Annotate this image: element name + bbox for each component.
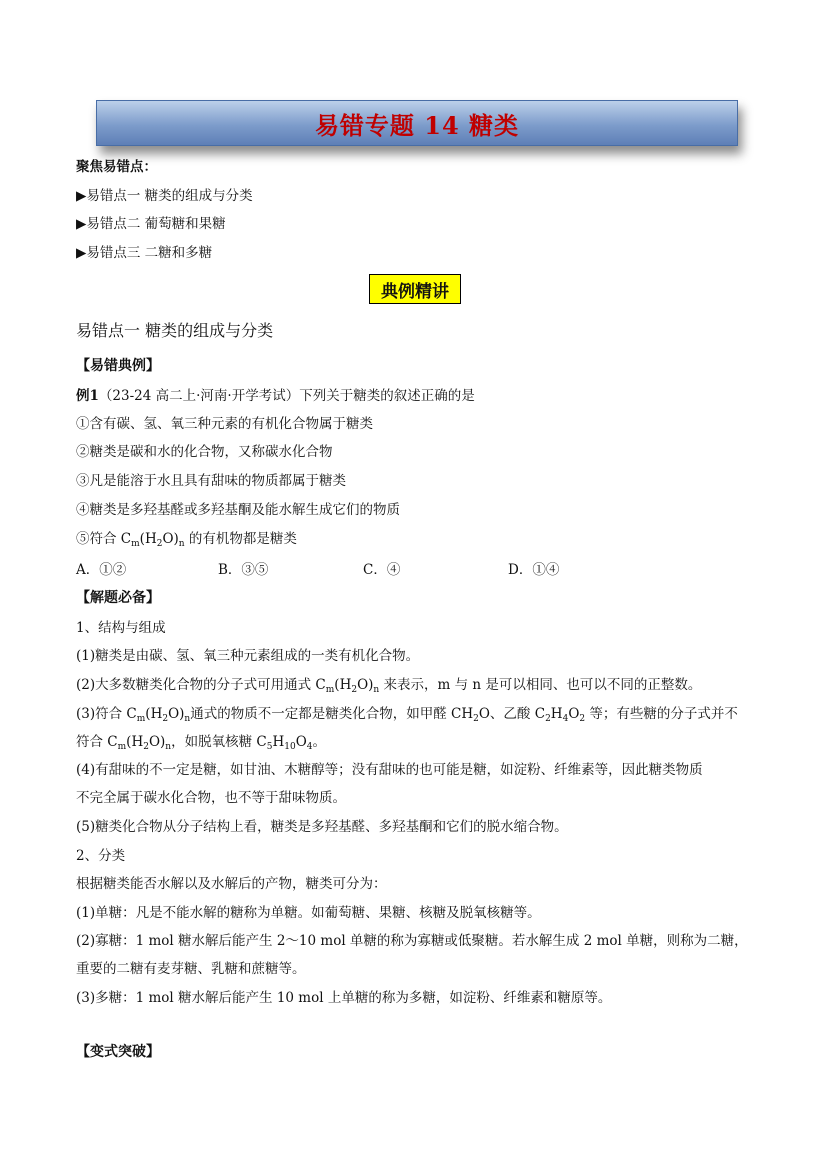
classification-intro: 根据糖类能否水解以及水解后的产物，糖类可分为： <box>76 876 387 892</box>
classification-1: (1)单糖：凡是不能水解的糖称为单糖。如葡萄糖、果糖、核糖及脱氧核糖等。 <box>76 905 541 921</box>
statement-4: ④糖类是多羟基醛或多羟基酮及能水解生成它们的物质 <box>76 502 400 518</box>
focus-item-2: ▶易错点二 葡萄糖和果糖 <box>76 216 226 232</box>
section-heading-1: 易错点一 糖类的组成与分类 <box>76 321 274 340</box>
statement-3: ③凡是能溶于水且具有甜味的物质都属于糖类 <box>76 473 346 489</box>
statement-5: ⑤符合 $C_m(H_2O)_n$ 的有机物都是糖类 <box>76 531 297 549</box>
point-2: (2)大多数糖类化合物的分子式可用通式 $C_m(H_2O)_n$ 来表示，m 与 n 是可以相同、也可以不同的正整数。 <box>76 677 702 695</box>
point-5: (5)糖类化合物从分子结构上看，糖类是多羟基醛、多羟基酮和它们的脱水缩合物。 <box>76 819 568 835</box>
focus-item-3: ▶易错点三 二糖和多糖 <box>76 245 213 261</box>
point-1: (1)糖类是由碳、氢、氧三种元素组成的一类有机化合物。 <box>76 648 420 664</box>
subheading-structure: 1、结构与组成 <box>76 620 166 636</box>
example-badge: 典例精讲 <box>369 274 461 304</box>
subheading-classification: 2、分类 <box>76 848 126 864</box>
point-3-line-2: 符合 $C_m(H_2O)_n$，如脱氧核糖 $C_5H_{10}O_4$。 <box>76 734 326 752</box>
example-text: （23-24 高二上·河南·开学考试）下列关于糖类的叙述正确的是 <box>98 388 475 404</box>
option-c: C．④ <box>363 562 401 578</box>
tag-variant: 【变式突破】 <box>76 1044 160 1060</box>
title-banner <box>96 100 738 146</box>
option-b: B．③⑤ <box>218 562 269 578</box>
classification-3: (3)多糖：1 mol 糖水解后能产生 10 mol 上单糖的称为多糖，如淀粉、纤维素和糖原等。 <box>76 990 612 1006</box>
example-question <box>76 386 475 406</box>
classification-2-line-1: (2)寡糖：1 mol 糖水解后能产生 2～10 mol 单糖的称为寡糖或低聚糖。若水解生成 2 mol 单糖，则称为二糖， <box>76 933 748 949</box>
page-title: 易错专题 14 糖类 <box>314 110 520 140</box>
statement-1: ①含有碳、氢、氧三种元素的有机化合物属于糖类 <box>76 416 373 432</box>
example-label: 例1 <box>76 388 99 404</box>
focus-item-1: ▶易错点一 糖类的组成与分类 <box>76 188 253 204</box>
classification-2-line-2: 重要的二糖有麦芽糖、乳糖和蔗糖等。 <box>76 961 306 977</box>
tag-solution: 【解题必备】 <box>76 590 160 606</box>
option-d: D．①④ <box>508 562 560 578</box>
tag-example: 【易错典例】 <box>76 358 160 374</box>
focus-heading: 聚焦易错点： <box>76 159 157 175</box>
point-4-line-1: (4)有甜味的不一定是糖，如甘油、木糖醇等；没有甜味的也可能是糖，如淀粉、纤维素等，因此糖类物质 <box>76 762 703 778</box>
option-a: A．①② <box>76 562 127 578</box>
point-3-line-1: (3)符合 $C_m(H_2O)_n$通式的物质不一定都是糖类化合物，如甲醛 $CH_2O$、乙酸 $C_2H_4O_2$ 等；有些糖的分子式并不 <box>76 706 738 724</box>
point-4-line-2: 不完全属于碳水化合物，也不等于甜味物质。 <box>76 790 346 806</box>
statement-2: ②糖类是碳和水的化合物，又称碳水化合物 <box>76 444 333 460</box>
